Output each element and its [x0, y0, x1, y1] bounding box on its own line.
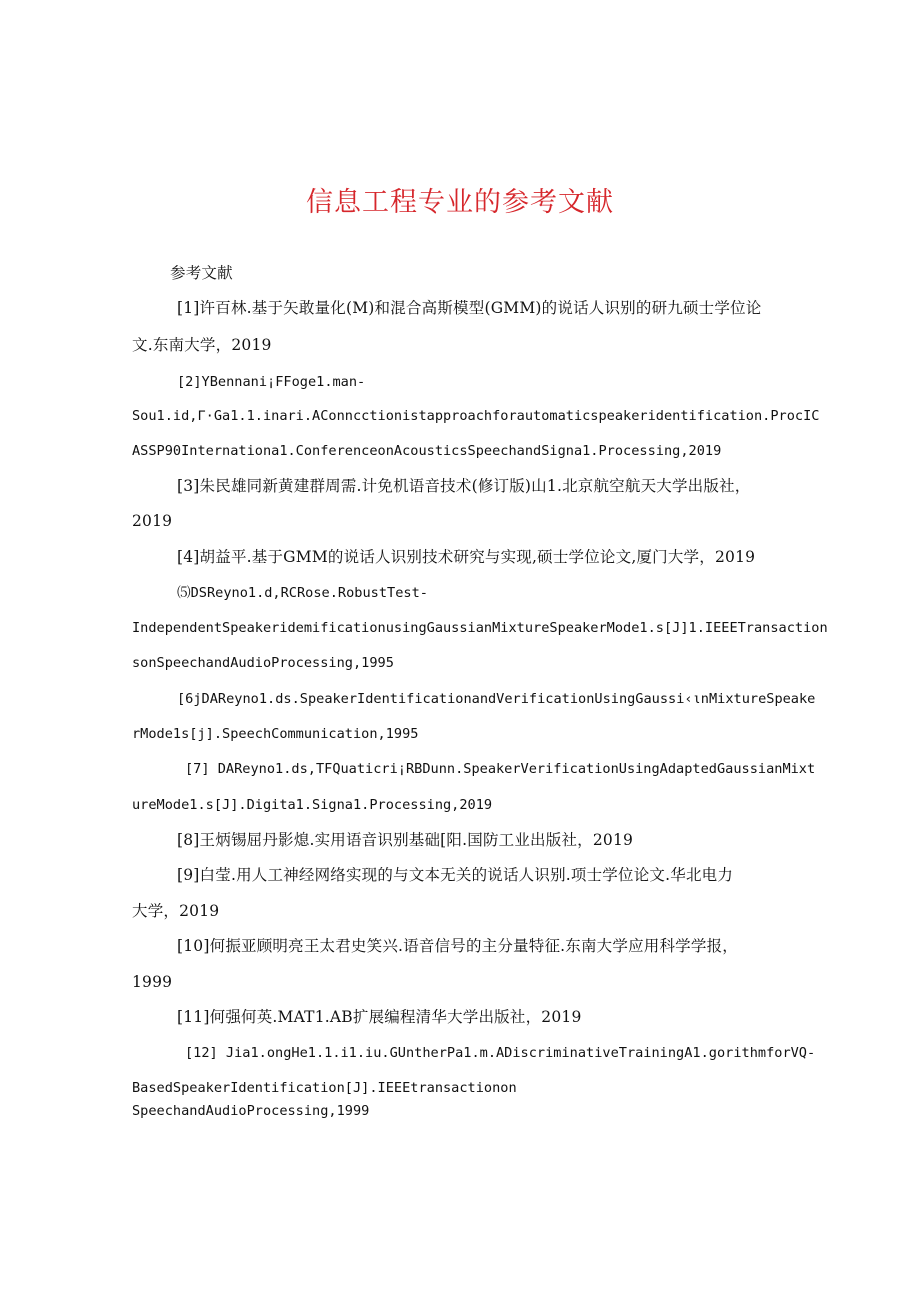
reference-line: [10]何振亚顾明亮王太君史笑兴.语音信号的主分量特征.东南大学应用科学学报， [177, 937, 738, 955]
reference-line: Sou1.id,Γ·Ga1.1.inari.AConncctionistapproachforautomaticspeakeridentification.ProcIC [132, 408, 820, 424]
reference-line: [3]朱民雄同新黄建群周需.计免机语音技术(修订版)山1.北京航空航天大学出版社， [177, 477, 751, 495]
reference-line: [2]YBennani¡FFoge1.man- [177, 374, 366, 390]
reference-line: SpeechandAudioProcessing,1999 [132, 1103, 370, 1119]
reference-line: BasedSpeakerIdentification[J].IEEEtransactionon [132, 1080, 517, 1096]
reference-line: ⑸DSReyno1.d,RCRose.RobustTest- [177, 585, 428, 601]
reference-line: [11]何强何英.MAT1.AB扩展编程清华大学出版社，2019 [177, 1008, 582, 1026]
reference-line: [6jDAReyno1.ds.SpeakerIdentificationandVerificationUsingGaussi‹ιnMixtureSpeake [177, 691, 816, 707]
reference-line: 2019 [132, 512, 173, 530]
reference-line: [8]王炳锡屈丹影熄.实用语音识别基础[阳.国防工业出版社，2019 [177, 831, 634, 849]
reference-line: [9]白莹.用人工神经网络实现的与文本无关的说话人识别.项士学位论文.华北电力 [177, 866, 734, 884]
reference-line: ureMode1.s[J].Digita1.Signa1.Processing,2019 [132, 797, 493, 813]
reference-line: rMode1s[j].SpeechCommunication,1995 [132, 726, 419, 742]
reference-line: 1999 [132, 973, 173, 991]
reference-line: [7] DAReyno1.ds,TFQuaticri¡RBDunn.SpeakerVerificationUsingAdaptedGaussianMixt [185, 761, 816, 777]
reference-line: 文.东南大学，2019 [132, 336, 272, 354]
reference-line: IndependentSpeakeridemificationusingGaussianMixtureSpeakerMode1.s[J]1.IEEETransaction [132, 620, 828, 636]
reference-line: [12] Jia1.ongHe1.1.i1.iu.GUntherPa1.m.ADiscriminativeTrainingA1.gorithmforVQ- [185, 1045, 816, 1061]
reference-line: ASSP90Internationa1.ConferenceonAcousticsSpeechandSigna1.Processing,2019 [132, 443, 722, 459]
reference-line: sonSpeechandAudioProcessing,1995 [132, 655, 394, 671]
reference-heading: 参考文献 [170, 264, 233, 282]
reference-line: [4]胡益平.基于GMM的说话人识别技术研究与实现,硕士学位论文,厦门大学，2019 [177, 548, 756, 566]
reference-line: 大学，2019 [132, 902, 220, 920]
document-title: 信息工程专业的参考文献 [306, 187, 614, 218]
reference-line: [1]许百林.基于矢敢量化(M)和混合高斯模型(GMM)的说话人识别的研九硕士学位论 [177, 299, 762, 317]
